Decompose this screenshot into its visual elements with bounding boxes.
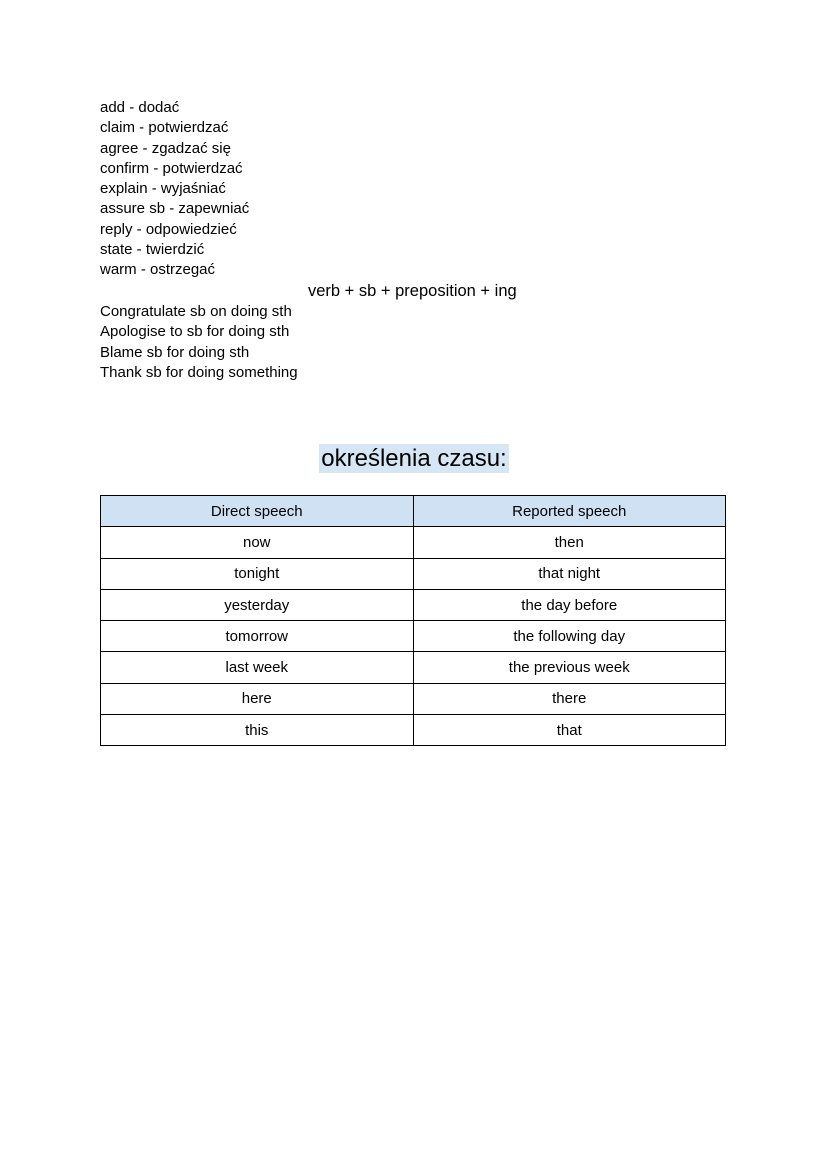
vocab-item: warm - ostrzegać bbox=[100, 261, 216, 279]
vocab-item: assure sb - zapewniać bbox=[100, 200, 250, 218]
direct-cell: tonight bbox=[101, 558, 414, 589]
direct-cell: yesterday bbox=[101, 589, 414, 620]
vocab-item: state - twierdzić bbox=[100, 241, 205, 259]
table-row bbox=[101, 527, 726, 558]
reported-cell: the day before bbox=[413, 589, 726, 620]
reported-cell: that bbox=[413, 715, 726, 746]
header-direct-speech: Direct speech bbox=[101, 496, 414, 527]
table-row bbox=[101, 652, 726, 683]
vocab-item: confirm - potwierdzać bbox=[100, 159, 243, 177]
direct-cell: here bbox=[101, 683, 414, 714]
reported-cell: that night bbox=[413, 558, 726, 589]
table-row bbox=[101, 621, 726, 652]
header-reported-speech: Reported speech bbox=[413, 496, 726, 527]
pattern-heading: verb + sb + preposition + ing bbox=[308, 282, 517, 300]
reported-cell: then bbox=[413, 527, 726, 558]
phrase-list bbox=[100, 302, 298, 383]
phrase-item: Apologise to sb for doing sth bbox=[100, 323, 290, 341]
table-row bbox=[101, 715, 726, 746]
section-title bbox=[0, 444, 828, 474]
vocabulary-list bbox=[100, 98, 249, 281]
time-expressions-table bbox=[100, 495, 726, 746]
table-header-row bbox=[101, 496, 726, 527]
phrase-item: Congratulate sb on doing sth bbox=[100, 303, 292, 320]
table-row bbox=[101, 558, 726, 589]
vocab-item: add - dodać bbox=[100, 99, 180, 116]
direct-cell: now bbox=[101, 527, 414, 558]
phrase-item: Blame sb for doing sth bbox=[100, 343, 250, 361]
table-row bbox=[101, 589, 726, 620]
section-title-text: określenia czasu: bbox=[321, 445, 507, 472]
reported-cell: the previous week bbox=[413, 652, 726, 683]
vocab-item: agree - zgadzać się bbox=[100, 139, 231, 157]
phrase-item: Thank sb for doing something bbox=[100, 363, 298, 381]
vocab-item: explain - wyjaśniać bbox=[100, 180, 226, 198]
reported-cell: there bbox=[413, 683, 726, 714]
direct-cell: last week bbox=[101, 652, 414, 683]
reported-cell: the following day bbox=[413, 621, 726, 652]
vocab-item: reply - odpowiedzieć bbox=[100, 220, 237, 238]
vocab-item: claim - potwierdzać bbox=[100, 119, 229, 137]
table-row bbox=[101, 683, 726, 714]
direct-cell: tomorrow bbox=[101, 621, 414, 652]
direct-cell: this bbox=[101, 715, 414, 746]
